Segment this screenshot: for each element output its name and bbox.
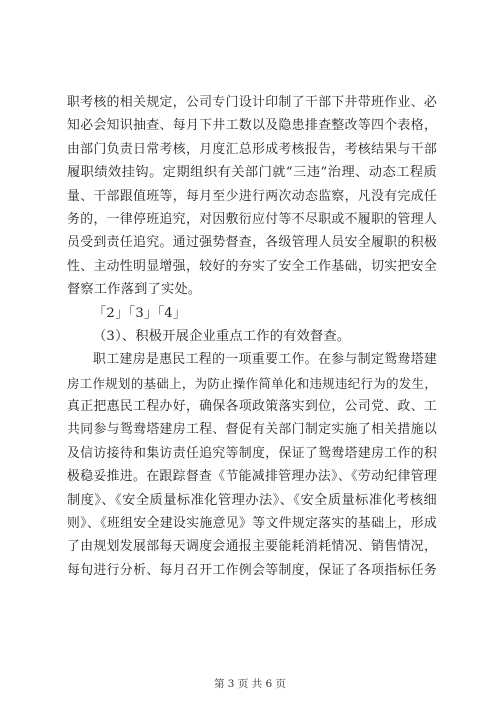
text-line: 了由规划发展部每天调度会通报主要能耗消耗情况、销售情况，	[67, 539, 437, 555]
text-line: 督察工作落到了实处。	[67, 282, 202, 298]
text-line: 真正把惠民工程办好，确保各项政策落实到位，公司党、政、工	[67, 399, 437, 415]
text-line: 每旬进行分析、每月召开工作例会等制度，保证了各项指标任务	[67, 562, 437, 578]
text-line: 极稳妥推进。在跟踪督查《节能减排管理办法》、《劳动纪律管理	[67, 469, 437, 485]
text-line: 则》、《班组安全建设实施意见》等文件规定落实的基础上，形成	[67, 516, 437, 532]
text-line: 由部门负责日常考核，月度汇总形成考核报告，考核结果与干部	[67, 141, 437, 157]
text-line: 员受到责任追究。通过强势督查，各级管理人员安全履职的积极	[67, 235, 437, 251]
page-number-footer: 第 3 页 共 6 页	[213, 678, 287, 690]
text-line: 及信访接待和集访责任追究等制度，保证了鸳鸯塔建房工作的积	[67, 445, 437, 461]
text-line: 职工建房是惠民工程的一项重要工作。在参与制定鸳鸯塔建	[93, 352, 437, 368]
text-line: 知必会知识抽查、每月下井工数以及隐患排查整改等四个表格，	[67, 118, 437, 134]
text-line: 履职绩效挂钩。定期组织有关部门就“三违”治理、动态工程质	[67, 165, 437, 181]
text-line: 共同参与鸳鸯塔建房工程、督促有关部门制定实施了相关措施以	[67, 422, 437, 438]
section-heading: （3）、积极开展企业重点工作的有效督查。	[93, 328, 351, 344]
citation-markers: 「2」「3」「4」	[93, 305, 187, 321]
text-line: 性、主动性明显增强，较好的夯实了安全工作基础，切实把安全	[67, 258, 437, 274]
text-line: 房工作规划的基础上，为防止操作简单化和违规违纪行为的发生，	[67, 375, 437, 391]
document-body	[67, 91, 437, 582]
text-line: 职考核的相关规定，公司专门设计印制了干部下井带班作业、必	[67, 95, 437, 110]
text-line: 量、干部跟值班等，每月至少进行两次动态监察，凡没有完成任	[67, 188, 437, 204]
text-line: 务的，一律停班追究，对因敷衍应付等不尽职或不履职的管理人	[67, 211, 437, 227]
text-line: 制度》、《安全质量标准化管理办法》、《安全质量标准化考核细	[67, 492, 437, 508]
